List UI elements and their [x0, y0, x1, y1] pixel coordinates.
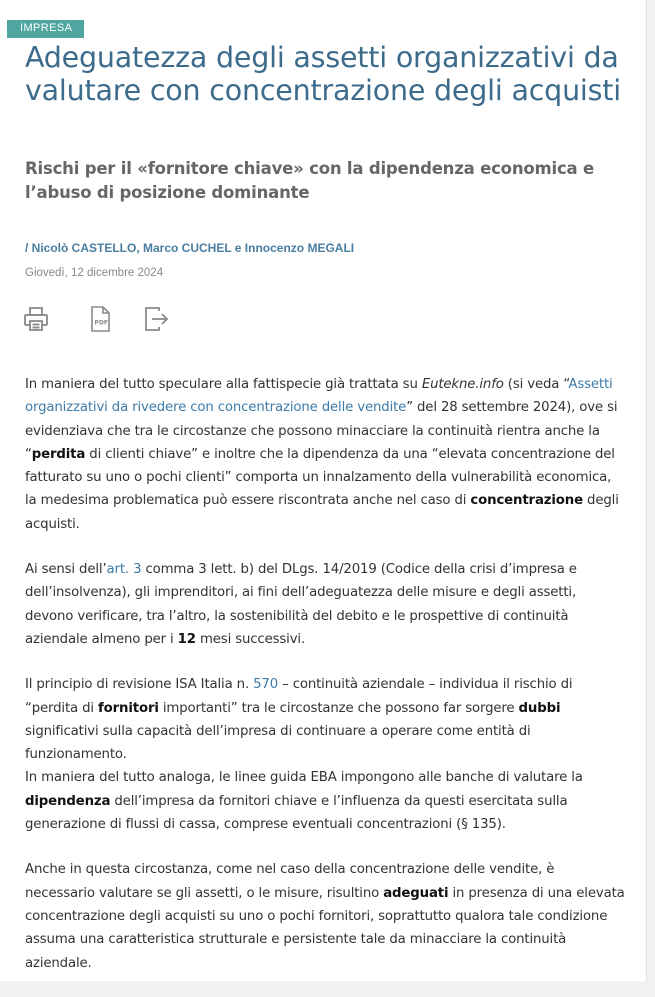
article-date: Giovedì, 12 dicembre 2024: [25, 267, 164, 279]
pdf-icon-label: PDF: [94, 319, 108, 327]
paragraph-1: In maniera del tutto speculare alla fattispecie già trattata su Eutekne.info (si veda “Assetti organizzativi da rivedere con concentrazione delle vendite” del 28 settembre 2024), ove si evidenziava che tra le circostanze che possono minacciare la continuità rientra anche la “perdita di clienti chiave” e inoltre che la dipendenza da una “elevata concentrazione del fatturato su uno o pochi clienti” comporta un innalzamento della vulnerabilità economica, la medesima problematica può essere riscontrata anche nel caso di concentrazione degli acquisti.: [25, 377, 619, 532]
art-3-link[interactable]: art. 3: [106, 562, 142, 578]
article-authors[interactable]: / Nicolò CASTELLO, Marco CUCHEL e Innocenzo MEGALI: [25, 241, 355, 255]
article-body: [25, 373, 625, 997]
print-icon[interactable]: [22, 305, 50, 333]
article-subtitle: Rischi per il «fornitore chiave» con la dipendenza economica e l’abuso di posizione dominante: [25, 159, 594, 202]
scrollbar[interactable]: [647, 0, 655, 981]
share-icon[interactable]: [142, 305, 170, 333]
paragraph-3: Il principio di revisione ISA Italia n. 570 – continuità aziendale – individua il rischio di “perdita di fornitori importanti” tra le circostanze che possono far sorgere dubbi significativi sulla capacità dell’impresa di continuare a operare come entità di funzionamento. In maniera del tutto analoga, le linee guida EBA impongono alle banche di valutare la dipendenza dell’impresa da fornitori chiave e l’influenza da questi esercitata sulla generazione di flussi di cassa, comprese eventuali concentrazioni (§ 135).: [25, 677, 583, 833]
paragraph-4: Anche in questa circostanza, come nel caso della concentrazione delle vendite, è necessario valutare se gli assetti, o le misure, risultino adeguati in presenza di una elevata concentrazione degli acquisti su uno o pochi fornitori, soprattutto qualora tale condizione assuma una caratteristica strutturale e persistente tale da minacciare la continuità aziendale.: [25, 862, 625, 971]
isa-570-link[interactable]: 570: [253, 677, 279, 693]
category-badge[interactable]: IMPRESA: [7, 20, 84, 38]
pdf-icon[interactable]: [86, 305, 114, 333]
related-article-link[interactable]: Assetti organizzativi da rivedere con concentrazione delle vendite: [25, 377, 613, 416]
site-name: Eutekne.info: [421, 377, 504, 392]
paragraph-2: Ai sensi dell’art. 3 comma 3 lett. b) del DLgs. 14/2019 (Codice della crisi d’impresa e dell’insolvenza), gli imprenditori, ai fini dell’adeguatezza delle misure e degli assetti, devono verificare, tra l’altro, la sostenibilità del debito e le prospettive di continuità aziendale almeno per i 12 mesi successivi.: [25, 562, 577, 647]
article-title: Adeguatezza degli assetti organizzativi da valutare con concentrazione degli acquisti: [25, 41, 621, 107]
